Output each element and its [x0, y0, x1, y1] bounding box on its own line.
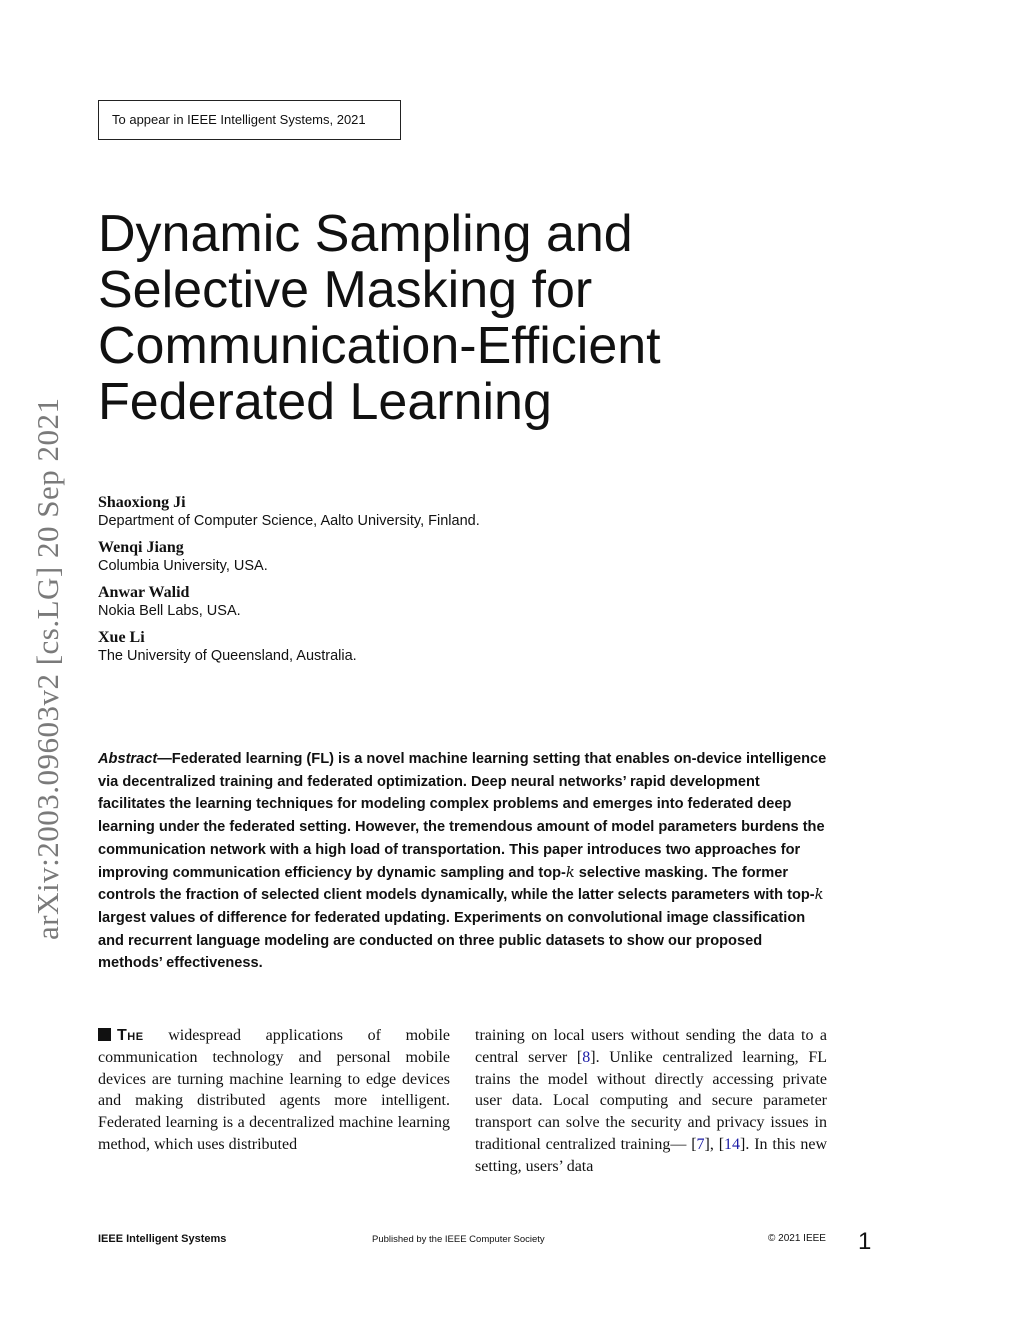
body-text: widespread applications of mobile communication technology and personal mobile devices are turning machine learning to edge devices and making distributed agents more intelligent. Federated learning is a decentralized machine learning method, which uses distributed — [98, 1027, 450, 1153]
author-affiliation: Department of Computer Science, Aalto University, Finland. — [98, 513, 480, 529]
citation-link[interactable]: 7 — [696, 1135, 705, 1153]
section-square-marker — [98, 1028, 111, 1041]
title-line: Selective Masking for — [98, 261, 593, 319]
citation-link[interactable]: 14 — [724, 1135, 741, 1153]
body-column-right — [475, 1025, 827, 1178]
title-line: Federated Learning — [98, 373, 552, 431]
author-name: Shaoxiong Ji — [98, 494, 186, 511]
author-block — [98, 539, 798, 575]
footer-publisher: Published by the IEEE Computer Society — [372, 1234, 545, 1245]
author-affiliation: Columbia University, USA. — [98, 558, 268, 574]
paper-title — [98, 206, 798, 430]
math-symbol: k — [814, 886, 824, 904]
author-name: Wenqi Jiang — [98, 539, 184, 556]
lead-word: The — [117, 1027, 144, 1044]
author-block — [98, 629, 798, 665]
author-block — [98, 584, 798, 620]
footer-copyright: © 2021 IEEE — [768, 1233, 826, 1244]
citation-link[interactable]: 8 — [582, 1048, 591, 1066]
venue-note: To appear in IEEE Intelligent Systems, 2021 — [112, 112, 366, 127]
author-affiliation: Nokia Bell Labs, USA. — [98, 603, 241, 619]
author-name: Anwar Walid — [98, 584, 190, 601]
page-number: 1 — [858, 1228, 872, 1255]
title-line: Dynamic Sampling and — [98, 205, 633, 263]
abstract-text: largest values of difference for federated updating. Experiments on convolutional image classification and recurrent language modeling are conducted on three public datasets to show our proposed methods’ effectiveness. — [98, 909, 806, 972]
abstract-label: Abstract — [98, 751, 158, 767]
arxiv-identifier: arXiv:2003.09603v2 [cs.LG] 20 Sep 2021 — [30, 397, 65, 940]
abstract-text: selective masking. The former controls the fraction of selected client models dynamically, while the latter selects parameters with top- — [98, 864, 815, 904]
body-column-left — [98, 1025, 450, 1156]
author-name: Xue Li — [98, 629, 145, 646]
title-line: Communication-Efficient — [98, 317, 661, 375]
math-symbol: k — [565, 863, 575, 881]
venue-note-box — [98, 100, 401, 140]
body-text: ]. Unlike centralized learning, FL trains the model without directly accessing private user data. Local computing and secure parameter transport can solve the security and privacy issues in traditional centralized training— [ — [475, 1048, 828, 1153]
body-text: training on local users without sending the data to a central server [ — [475, 1027, 827, 1066]
author-block — [98, 494, 798, 530]
body-text: ], [ — [704, 1135, 725, 1153]
author-list — [98, 494, 798, 674]
abstract — [98, 748, 828, 975]
author-affiliation: The University of Queensland, Australia. — [98, 648, 357, 664]
footer-journal: IEEE Intelligent Systems — [98, 1233, 227, 1245]
abstract-text: —Federated learning (FL) is a novel machine learning setting that enables on-device intelligence via decentralized training and federated optimization. Deep neural networks’ rapid development facilitates the learning techniques for modeling complex problems and emerges into federated deep learning under the federated setting. However, the tremendous amount of model parameters burdens the communication network with a high load of transportation. This paper introduces two approaches for improving communication efficiency by dynamic sampling and top- — [98, 751, 827, 881]
body-text: ]. In this new setting, users’ data — [475, 1135, 827, 1175]
